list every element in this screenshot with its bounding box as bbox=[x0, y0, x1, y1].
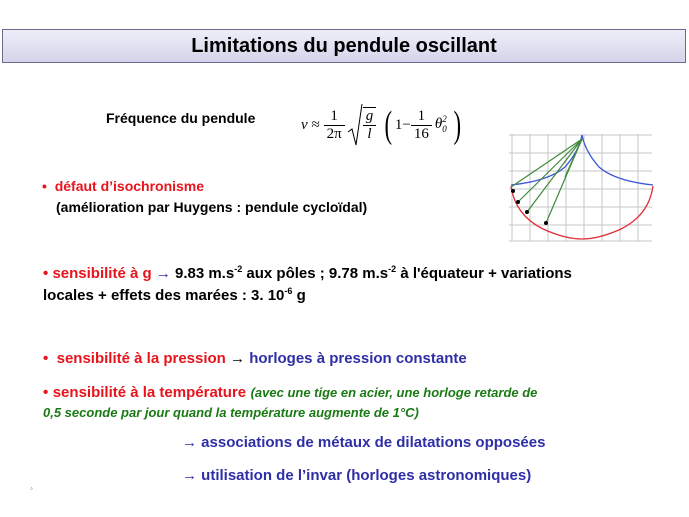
bullet-isochronism bbox=[42, 178, 204, 194]
bullet-pressure bbox=[43, 350, 467, 367]
temperature-label: sensibilité à la température bbox=[52, 384, 247, 401]
arrow-right-icon: → bbox=[182, 467, 197, 484]
formula-sixteen: 16 bbox=[413, 125, 429, 142]
formula-frac-gl bbox=[363, 107, 377, 143]
cycloid-bottom-curve bbox=[511, 186, 653, 239]
bullet-marker: • bbox=[42, 178, 47, 194]
formula-theta-sup: 2 bbox=[442, 114, 447, 124]
formula-theta: θ 2 0 bbox=[434, 114, 447, 134]
pressure-label: sensibilité à la pression bbox=[56, 350, 226, 367]
formula-one-minus: 1− bbox=[394, 116, 411, 133]
temperature-note-line1: (avec une tige en acier, une horloge retarde de bbox=[250, 385, 538, 400]
pendulum-strings bbox=[511, 139, 582, 223]
bullet-temperature bbox=[43, 384, 537, 402]
formula-l: l bbox=[367, 126, 372, 142]
consequence-invar bbox=[182, 467, 531, 484]
diagram-grid bbox=[509, 134, 652, 241]
formula-right-paren: ) bbox=[453, 104, 461, 146]
gravity-label: sensibilité à g bbox=[52, 265, 152, 282]
cycloid-top-curve bbox=[511, 135, 653, 185]
footer-mark: ◦ bbox=[30, 484, 33, 493]
formula-one: 1 bbox=[324, 108, 345, 126]
bullet-marker: • bbox=[43, 265, 49, 282]
formula-nu: ν ≈ bbox=[301, 116, 320, 133]
bullet-marker: • bbox=[43, 350, 49, 367]
formula-frac-16 bbox=[411, 108, 432, 143]
formula-two-pi: 2π bbox=[326, 125, 342, 142]
consequence-metals-text: associations de métaux de dilatations opposées bbox=[201, 434, 546, 451]
formula-theta-sub: 0 bbox=[442, 124, 447, 134]
gravity-value-poles: 9.83 $m.s^{-2}$ aux pôles ; 9.78 $m.s^{-2}$ à l'équateur + variations bbox=[174, 264, 572, 282]
arrow-right-icon: → bbox=[230, 350, 246, 367]
slide-title: Limitations du pendule oscillant bbox=[2, 29, 686, 63]
frequency-label: Fréquence du pendule bbox=[106, 110, 256, 126]
sqrt-sign-icon bbox=[347, 102, 363, 148]
bullet-marker: • bbox=[43, 384, 49, 401]
isochronism-title: défaut d’isochronisme bbox=[54, 178, 205, 194]
cycloid-pendulum-diagram bbox=[509, 131, 655, 245]
gravity-line2: locales + effets des marées : 3. $10^{-6}$ g bbox=[43, 286, 306, 304]
formula-left-paren: ( bbox=[384, 104, 393, 146]
arrow-right-icon: → bbox=[155, 265, 171, 282]
isochronism-detail: (amélioration par Huygens : pendule cycloïdal) bbox=[56, 199, 368, 215]
pressure-result: horloges à pression constante bbox=[249, 350, 467, 367]
consequence-invar-text: utilisation de l’invar (horloges astronomiques) bbox=[201, 467, 532, 484]
temperature-note-line2: 0,5 seconde par jour quand la température augmente de 1°C) bbox=[43, 405, 419, 420]
bullet-gravity bbox=[43, 265, 572, 282]
formula-g: g bbox=[363, 108, 377, 126]
arrow-right-icon: → bbox=[182, 434, 197, 451]
formula-one-b: 1 bbox=[411, 108, 432, 126]
consequence-metals bbox=[182, 434, 545, 451]
formula-frac-2pi bbox=[324, 108, 345, 143]
frequency-formula bbox=[301, 100, 463, 150]
